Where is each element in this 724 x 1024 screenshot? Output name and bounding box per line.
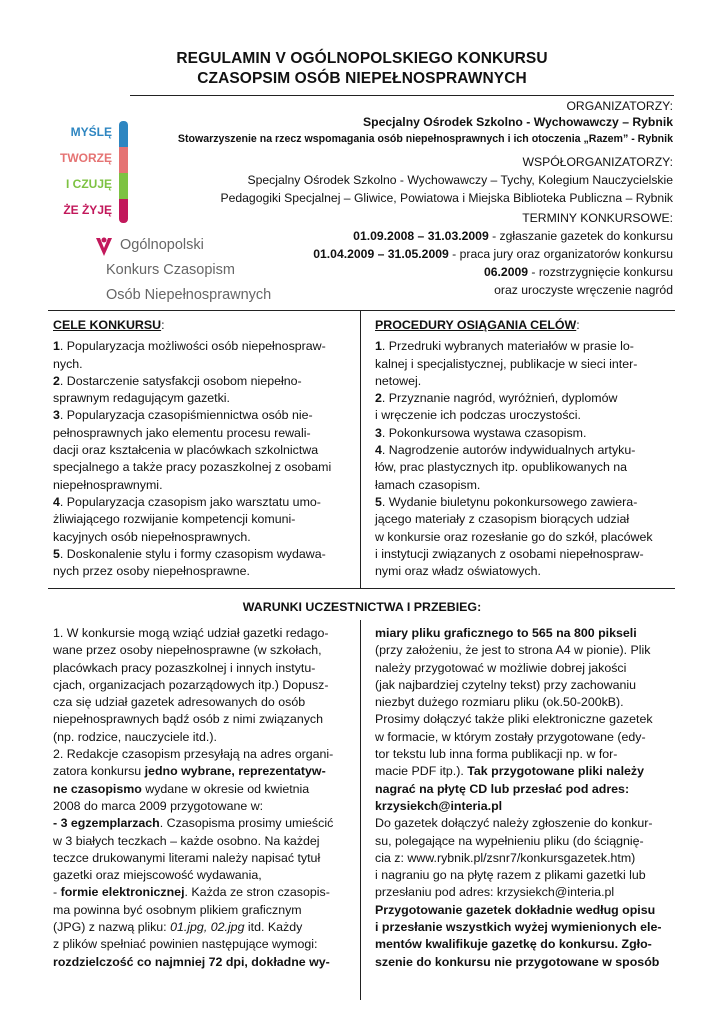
document-title-line2: CZASOPSIM OSÓB NIEPEŁNOSPRAWNYCH [197,70,527,87]
organizer-1: Specjalny Ośrodek Szkolno - Wychowawczy – Rybnik [363,115,673,129]
goals-heading-colon: : [161,318,165,332]
banner [0,117,140,227]
goals-section [53,317,349,580]
banner-word-2: TWORZĘ [60,151,112,165]
goals-heading: CELE KONKURSU [53,318,162,332]
procedure-2: 2. Przyznanie nagród, wyróżnień, dyplomów i wręczenie ich podczas uroczystości. [375,391,618,423]
goal-2: 2. Dostarczenie satysfakcji osobom niepełno- sprawnym redagującym gazetki. [53,373,302,406]
coorganizers-line-1: Specjalny Ośrodek Szkolno - Wychowawczy – Tychy, Kolegium Nauczycielskie [247,173,673,187]
organizer-2: Stowarzyszenie na rzecz wspomagania osób niepełnosprawnych i ich otoczenia „Razem” - Rybnik [177,133,673,145]
condition-1: 1. W konkursie mogą wziąć udział gazetki redago- wane przez osoby niepełnosprawne (w szkołach, placówkach pracy pozaszkolnej i innych instytu- cjach, organizacjach pozarządowych itp.) Dopusz- cza się udział gazetek adresowanych do osób niepełnosprawnych bądź osób z nimi związanych (np. rodzice, nauczyciele itd.). [53,626,329,744]
procedure-3: 3. Pokonkursowa wystawa czasopism. [375,425,587,440]
banner-word-1: MYŚLĘ [70,125,112,139]
term-2-date: 01.04.2009 – 31.05.2009 [313,247,449,261]
organizers-heading: ORGANIZATORZY: [566,99,673,113]
condition-qualification: Przygotowanie gazetek dokładnie według opisu i przesłanie wszystkich wyżej wymienionych ele- mentów kwalifikuje gazetkę do konkursu. Zgło- szenie do konkursu nie przygotowane w sposób [375,902,662,969]
term-3 [484,264,673,281]
term-1-text: - zgłaszanie gazetek do konkursu [488,229,673,243]
divider-lower [48,588,675,589]
contact-email: krzysiekch@interia.pl [375,798,503,813]
condition-electronic: - formie elektronicznej. Każda ze stron czasopis- ma powinna być osobnym plikiem graficznym (JPG) z nazwą pliku: 01.jpg, 02.jpg itd. Każdy z plików spełniać powinien następujące wymogi: rozdzielczość co najmniej 72 dpi, dokładne wy- [53,885,330,969]
goal-1: 1. Popularyzacja możliwości osób niepełnospraw- nych. [53,339,326,371]
terms-heading: TERMINY KONKURSOWE: [522,211,673,225]
term-2-text: - praca jury oraz organizatorów konkursu [448,247,673,261]
goal-3: 3. Popularyzacja czasopiśmiennictwa osób nie- pełnosprawnych jako elementu procesu rewali- dacji oraz kształcenia w placówkach szkolnictwa specjalnego a także pracy pozaszkolnej z osobami niepełnosprawnymi. [53,408,332,492]
logo-line-1: Ogólnopolski [120,237,204,253]
conditions-right [375,625,673,971]
logo-line-2: Konkurs Czasopism [106,262,235,278]
banner-bar-blue [119,121,128,147]
term-1-date: 01.09.2008 – 31.03.2009 [353,229,489,243]
condition-copies: - 3 egzemplarzach. Czasopisma prosimy umieścić w 3 białych teczkach – każde osobno. Na każdej teczce drukowanymi literami należy napisać tytuł gazetki oraz miejscowość wydawania, [53,816,334,883]
divider-middle [48,310,675,311]
banner-word-3: I CZUJĘ [65,177,112,191]
divider-top [130,95,674,96]
goal-4: 4. Popularyzacja czasopism jako warsztatu umo- żliwiającego rozwijanie kompetencji komuni- kacyjnych osób niepełnosprawnych. [53,494,321,544]
condition-2: 2. Redakcje czasopism przesyłają na adres organi- zatora konkursu jedno wybrane, reprezentatyw- ne czasopismo wydane w okresie od kwietnia 2008 do marca 2009 przygotowane w: [53,747,334,813]
banner-bar-green [119,173,128,199]
heart-v-logo-icon [92,235,116,259]
procedure-4: 4. Nagrodzenie autorów indywidualnych artyku- łów, prac plastycznych itp. opublikowanych na łamach czasopism. [375,443,636,492]
goal-5: 5. Doskonalenie stylu i formy czasopism wydawa- nych przez osoby niepełnosprawne. [53,546,326,579]
term-4: oraz uroczyste wręczenie nagród [494,283,673,297]
term-1 [353,228,673,245]
procedures-section [375,317,673,580]
term-2 [313,246,673,263]
banner-bar-magenta [119,199,128,223]
condition-application: Do gazetek dołączyć należy zgłoszenie do konkur- su, polegające na wypełnieniu pliku (do ściągnię- cia z: www.rybnik.pl/zsnr7/konkursgazetek.htm) i nagraniu go na płytę razem z plikami gazetki lub przesłaniu pod adres: krzysiekch@interia.pl [375,816,653,900]
procedure-5: 5. Wydanie biuletynu pokonkursowego zawiera- jącego materiały z czasopism biorących udział w konkursie oraz rozesłanie go do szkół, placówek i instytucji związanych z osobami niepełnospraw- nymi oraz władz oświatowych. [375,494,653,579]
procedures-heading: PROCEDURY OSIĄGANIA CELÓW [375,318,577,332]
conditions-heading: WARUNKI UCZESTNICTWA I PRZEBIEG: [242,600,482,614]
condition-file-spec: miary pliku graficznego to 565 na 800 pikseli (przy założeniu, że jest to strona A4 w pionie). Plik należy przygotować w możliwie dobrej jakości (jak najbardziej czytelny tekst) przy zachowaniu niezbyt dużego rozmiaru pliku (ok.50-200kB). Prosimy dołączyć także pliki elektroniczne gazetek w formacie, w którym zostały przygotowane (edy- tor tekstu lub inna forma publikacji np. w for- macie PDF itp.). Tak przygotowane pliki należy nagrać na płytę CD lub przesłać pod adres: krzysiekch@interia.pl [375,626,653,813]
coorganizers-heading: WSPÓŁORGANIZATORZY: [522,155,673,169]
banner-bar-pink [119,147,128,173]
banner-word-4: ŻE ŻYJĘ [63,203,112,217]
term-3-text: - rozstrzygnięcie konkursu [528,265,673,279]
coorganizers-line-2: Pedagogiki Specjalnej – Gliwice, Powiatowa i Miejska Biblioteka Publiczna – Rybnik [220,191,673,205]
column-separator [360,310,361,588]
conditions-column-separator [360,620,361,1000]
conditions-left [53,625,349,971]
procedures-heading-colon: : [576,318,580,332]
term-3-date: 06.2009 [483,265,529,279]
document-title-line1: REGULAMIN V OGÓLNOPOLSKIEGO KONKURSU [176,50,548,67]
procedure-1: 1. Przedruki wybranych materiałów w prasie lo- kalnej i specjalistycznej, publikacje w sieci inter- netowej. [375,339,638,388]
logo-line-3: Osób Niepełnosprawnych [106,287,272,303]
